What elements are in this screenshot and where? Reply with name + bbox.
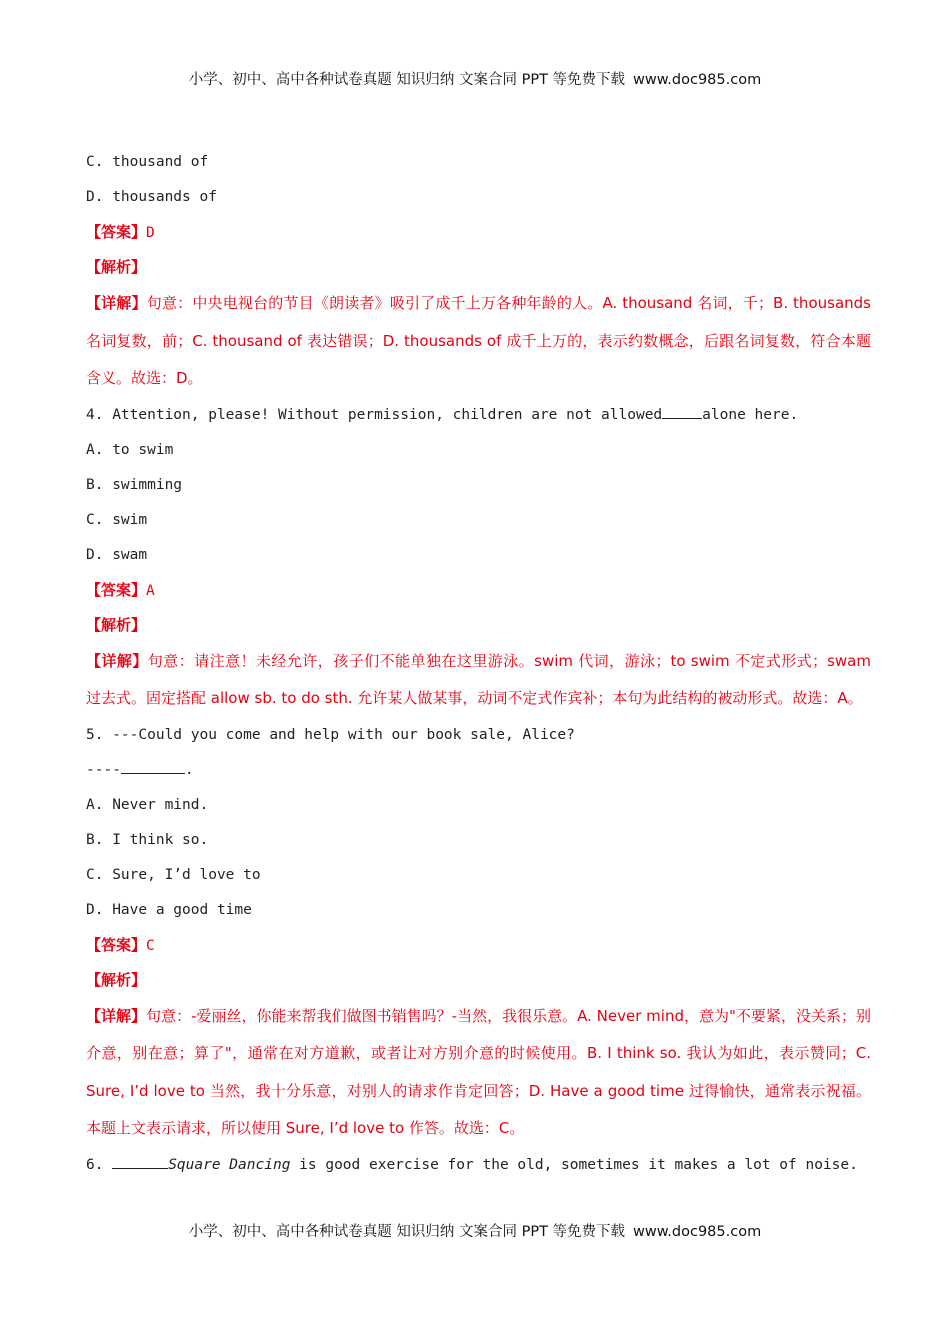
q6-blank [112,1154,168,1169]
analysis-label: 【解析】 [86,970,147,989]
answer-label: 【答案】 [86,935,147,954]
q5-stem: 5. ---Could you come and help with our book sale, Alice? [86,726,575,743]
q4-stem [86,398,871,433]
q6-stem-after: is good exercise for the old, sometimes it makes a lot of noise. [299,1156,858,1173]
q4-analysis [86,608,871,643]
footer-site: www.doc985.com [633,1224,762,1240]
detail-label: 【详解】 [86,651,148,670]
q5-answer [86,928,871,963]
header-text: 小学、初中、高中各种试卷真题 知识归纳 文案合同 PPT 等免费下载 [188,72,626,88]
q3-option-d: D. thousands of [86,189,217,205]
detail-label: 【详解】 [86,1006,147,1025]
q5-detail [86,998,871,1148]
q4-blank [662,404,702,419]
q4-option-a: A. to swim [86,441,174,458]
q6-stem [86,1148,871,1183]
q4-option-c: C. swim [86,511,148,528]
detail-label: 【详解】 [86,294,147,312]
q4-stem-before: 4. Attention, please! Without permission, children are not allowed [86,406,663,423]
q5-option-d: D. Have a good time [86,901,252,918]
q5-analysis [86,963,871,998]
analysis-label: 【解析】 [86,258,147,276]
q5-reply [86,753,871,788]
q4-option-d: D. swam [86,546,148,563]
q5-option-b: B. I think so. [86,831,209,848]
document-body [86,145,871,1183]
q5-reply-prefix: ---- [86,761,121,778]
analysis-label: 【解析】 [86,615,147,634]
q3-detail [86,285,871,398]
q5-blank [121,759,185,774]
answer-label: 【答案】 [86,580,147,599]
q6-number: 6. [86,1156,104,1173]
q4-option-b: B. swimming [86,476,183,493]
q5-option-c: C. Sure, I’d love to [86,866,261,883]
header-site: www.doc985.com [633,72,762,88]
q3-option-c: C. thousand of [86,154,209,170]
q3-answer-value: D [146,225,155,241]
q3-detail-text: 句意：中央电视台的节目《朗读者》吸引了成千上万各种年龄的人。A. thousand 名词，千；B. thousands 名词复数，前；C. thousand of 表达错误；D. thousands of 成千上万的，表示约数概念，后跟名词复数，符合本题含义。故选：D。 [86,294,871,387]
q4-answer [86,573,871,608]
q5-reply-suffix: . [184,761,194,778]
q4-stem-after: alone here. [702,406,799,423]
q5-answer-value: C [146,937,155,954]
footer-text: 小学、初中、高中各种试卷真题 知识归纳 文案合同 PPT 等免费下载 [188,1224,626,1240]
q5-detail-text: 句意：-爱丽丝，你能来帮我们做图书销售吗？-当然，我很乐意。A. Never mind，意为"不要紧，没关系；别介意，别在意；算了"，通常在对方道歉，或者让对方别介意的时候使用。B. I think so. 我认为如此，表示赞同；C. Sure, I’d love to 当然，我十分乐意，对别人的请求作肯定回答；D. Have a good time 过得愉快，通常表示祝福。本题上文表示请求，所以使用 Sure, I’d love to 作答。故选：C。 [86,1006,871,1137]
page-footer [0,1220,950,1241]
q5-option-a: A. Never mind. [86,796,209,813]
q4-detail-text: 句意：请注意！未经允许，孩子们不能单独在这里游泳。swim 代词，游泳；to swim 不定式形式；swam 过去式。固定搭配 allow sb. to do sth. 允许某人做某事，动词不定式作宾补；本句为此结构的被动形式。故选：A。 [86,651,871,707]
answer-label: 【答案】 [86,223,147,241]
q3-answer [86,215,871,250]
q4-detail [86,643,871,718]
q6-title: Square Dancing [168,1156,291,1173]
page-header [0,68,950,89]
q4-answer-value: A [146,582,155,599]
q3-analysis [86,250,871,285]
